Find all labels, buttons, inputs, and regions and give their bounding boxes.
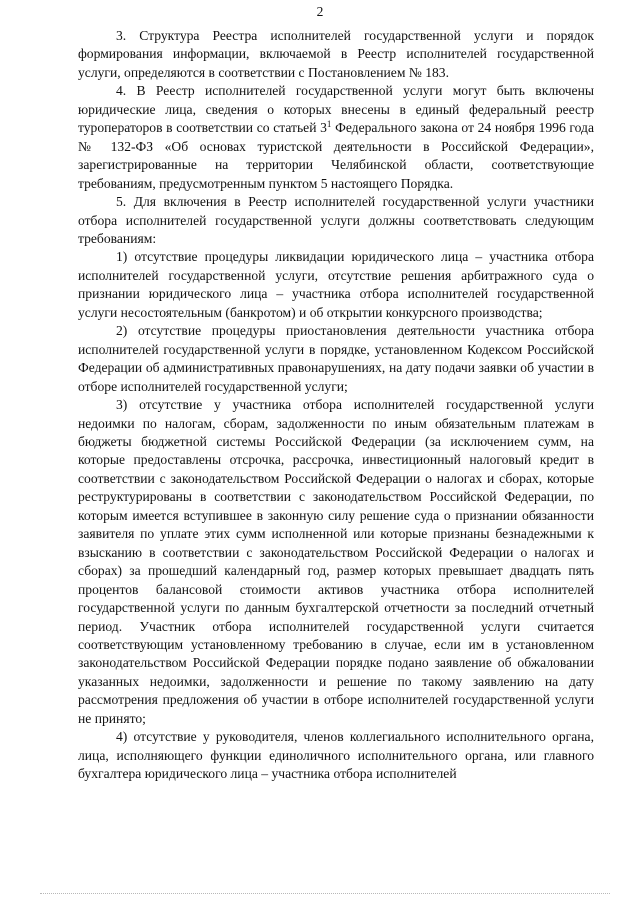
paragraph-item-3: 3. Структура Реестра исполнителей государственной услуги и порядок формирования информации, включаемой в Реестр исполнителей государственной услуги, определяются в соответствии с Постановлением № 183. xyxy=(78,28,594,80)
paragraph-item-4-tail: Федерального закона от 24 ноября 1996 года № 132-ФЗ «Об основах туристской деятельности в Российской Федерации», зарегистрированные на территории Челябинской области, соответствующие требованиям, предусмотренным пунктом 5 настоящего Порядка. xyxy=(78,120,594,191)
document-body xyxy=(78,27,594,784)
article-superscript: 1 xyxy=(326,119,332,130)
paragraph-item-4-text: 4. В Реестр исполнителей государственной услуги могут быть включены юридические лица, сведения о которых внесены в единый федеральный реестр туроператоров в соответствии со статьей 3 xyxy=(78,83,594,136)
paragraph-item-5: 5. Для включения в Реестр исполнителей государственной услуги участники отбора исполнителей государственной услуги должны соответствовать следующим требованиям: xyxy=(78,194,594,246)
subparagraph-1: 1) отсутствие процедуры ликвидации юридического лица – участника отбора исполнителей государственной услуги, отсутствие решения арбитражного суда о признании юридического лица – участника отбора исполнителей государственной услуги несостоятельным (банкротом) и об открытии конкурсного производства; xyxy=(78,249,594,320)
subparagraph-4: 4) отсутствие у руководителя, членов коллегиального исполнительного органа, лица, исполняющего функции единоличного исполнительного органа, или главного бухгалтера юридического лица – участника отбора исполнителей xyxy=(78,729,594,782)
subparagraph-2: 2) отсутствие процедуры приостановления деятельности участника отбора исполнителей государственной услуги в порядке, установленном Кодексом Российской Федерации об административных правонарушениях, на дату подачи заявки об участии в отборе исполнителей государственной услуги; xyxy=(78,323,594,394)
paragraph-item-4 xyxy=(78,82,594,193)
scan-edge-divider xyxy=(40,893,610,896)
subparagraph-3: 3) отсутствие у участника отбора исполнителей государственной услуги недоимки по налогам, сборам, задолженности по иным обязательным платежам в бюджеты бюджетной системы Российской Федерации (за исключением сумм, на которые предоставлены отсрочка, рассрочка, инвестиционный налоговый кредит в соответствии с законодательством Российской Федерации о налогах и сборах, которые реструктурированы в соответствии с законодательством Российской Федерации, по которым имеется вступившее в законную силу решение суда о признании обязанности заявителя по уплате этих сумм исполненной или которые признаны безнадежными к взысканию в соответствии с законодательством Российской Федерации о налогах и сборах) за прошедший календарный год, размер которых превышает двадцать пять процентов балансовой стоимости активов участника отбора исполнителей государственной услуги по данным бухгалтерской отчетности за последний отчетный период. Участник отбора исполнителей государственной услуги считается соответствующим установленному требованию в случае, если им в установленном законодательством Российской Федерации порядке подано заявление об обжаловании указанных недоимки, задолженности и решение по такому заявлению на дату рассмотрения предложения об участии в отборе исполнителей государственной услуги не принято; xyxy=(78,397,594,726)
page-number: 2 xyxy=(316,4,324,19)
